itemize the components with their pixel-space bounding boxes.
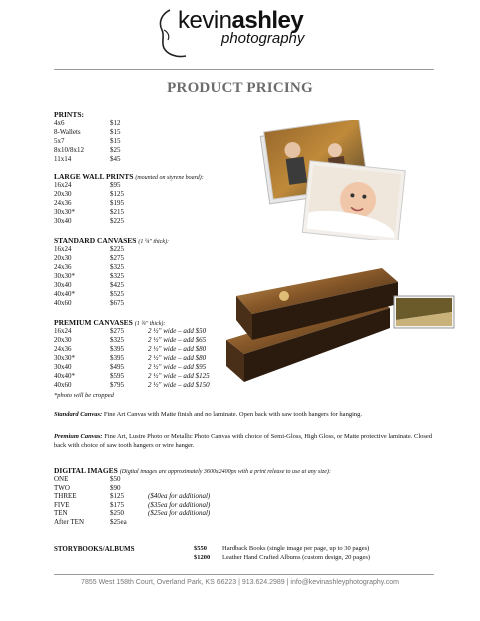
storybook-price: $550 bbox=[194, 545, 207, 552]
price-cell: $525 bbox=[110, 290, 124, 298]
premium-canvases-heading: PREMIUM CANVASES (1 ¾" thick): bbox=[54, 318, 166, 327]
price-cell: $495 bbox=[110, 363, 124, 371]
storybook-row bbox=[194, 545, 369, 552]
price-cell: $595 bbox=[110, 372, 124, 380]
price-cell: $125 bbox=[110, 492, 124, 501]
size-cell: 30x30* bbox=[54, 354, 75, 362]
price-cell: $215 bbox=[110, 208, 124, 216]
addon-cell: ($40ea for additional) bbox=[148, 492, 211, 501]
price-cell: $225 bbox=[110, 217, 124, 225]
price-cell: $425 bbox=[110, 281, 124, 289]
standard-canvases-note: (1 ¼" thick): bbox=[138, 239, 170, 245]
price-cell: $275 bbox=[110, 254, 124, 262]
logo-photography-text: photography bbox=[221, 30, 305, 47]
standard-canvas-description bbox=[54, 410, 438, 419]
standard-canvas-label: Standard Canvas: bbox=[54, 411, 103, 418]
price-cell: $95 bbox=[110, 181, 121, 189]
price-cell: $675 bbox=[110, 299, 124, 307]
addon-cell: 2 ½" wide – add $95 bbox=[148, 363, 207, 371]
addon-cell: 2 ½" wide – add $50 bbox=[148, 327, 207, 335]
logo-kevin-text: kevin bbox=[178, 7, 232, 34]
size-cell: 20x30 bbox=[54, 190, 72, 198]
addon-cell: 2 ½" wide – add $125 bbox=[148, 372, 210, 380]
price-cell: $325 bbox=[110, 336, 124, 344]
storybook-desc: Hardback Books (single image per page, up to 30 pages) bbox=[222, 545, 370, 552]
price-cell: $15 bbox=[110, 128, 121, 136]
size-cell: 11x14 bbox=[54, 155, 72, 163]
premium-canvas-text: Fine Art, Lustre Photo or Metallic Photo Canvas with choice of Semi-Gloss, High Gloss, or Matte protective laminate. Closed back with choice of saw tooth hangers or wire hanger. bbox=[54, 433, 433, 449]
addon-cell: 2 ½" wide – add $150 bbox=[148, 381, 210, 389]
footer-rule bbox=[54, 574, 434, 575]
storybooks-heading: STORYBOOKS/ALBUMS bbox=[54, 545, 135, 553]
price-cell: $325 bbox=[110, 263, 124, 271]
size-cell: THREE bbox=[54, 492, 77, 501]
price-cell: $50 bbox=[110, 475, 121, 483]
price-cell: $795 bbox=[110, 381, 124, 389]
size-cell: 16x24 bbox=[54, 245, 72, 253]
size-cell: 16x24 bbox=[54, 181, 72, 189]
size-cell: 8x10/8x12 bbox=[54, 146, 84, 154]
price-cell: $325 bbox=[110, 272, 124, 280]
size-cell: After TEN bbox=[54, 518, 84, 526]
logo-ashley-text: ashley bbox=[231, 7, 304, 34]
price-cell: $275 bbox=[110, 327, 124, 335]
price-cell: $12 bbox=[110, 119, 121, 127]
size-cell: 40x60 bbox=[54, 381, 72, 389]
standard-canvases-heading: STANDARD CANVASES (1 ¼" thick): bbox=[54, 236, 170, 245]
price-cell: $25 bbox=[110, 146, 121, 154]
digital-images-heading: DIGITAL IMAGES (Digital images are approximately 3600x2400px with a print release to use at any size): bbox=[54, 466, 331, 475]
size-cell: ONE bbox=[54, 475, 69, 483]
size-cell: 20x30 bbox=[54, 336, 72, 344]
large-wall-heading: LARGE WALL PRINTS (mounted on styrene board): bbox=[54, 172, 204, 181]
sample-prints-photo bbox=[258, 120, 408, 240]
size-cell: 30x30* bbox=[54, 208, 75, 216]
price-cell: $125 bbox=[110, 190, 124, 198]
addon-cell: 2 ½" wide – add $80 bbox=[148, 354, 207, 362]
size-cell: 20x30 bbox=[54, 254, 72, 262]
size-cell: 40x40* bbox=[54, 372, 75, 380]
storybook-row bbox=[194, 554, 370, 561]
size-cell: 30x40 bbox=[54, 363, 72, 371]
header-rule bbox=[54, 69, 434, 70]
standard-canvas-text: Fine Art Canvas with Matte finish and no laminate. Open back with saw tooth hangers for hanging. bbox=[102, 411, 363, 418]
price-cell: $90 bbox=[110, 483, 121, 492]
size-cell: FIVE bbox=[54, 500, 70, 509]
size-cell: 30x40 bbox=[54, 281, 72, 289]
sample-canvas-photo bbox=[222, 262, 462, 390]
large-wall-note: (mounted on styrene board): bbox=[135, 175, 204, 181]
size-cell: 40x60 bbox=[54, 299, 72, 307]
size-cell: 24x36 bbox=[54, 263, 72, 271]
size-cell: TEN bbox=[54, 509, 68, 518]
size-cell: 40x40* bbox=[54, 290, 75, 298]
price-cell: $195 bbox=[110, 199, 124, 207]
footer-contact: 7855 West 158th Court, Overland Park, KS 66223 | 913.624.2989 | info@kevinashleyphotography.com bbox=[81, 579, 399, 586]
size-cell: 24x36 bbox=[54, 345, 72, 353]
premium-canvas-label: Premium Canvas: bbox=[54, 433, 103, 440]
storybook-price: $1200 bbox=[194, 554, 211, 561]
price-cell: $15 bbox=[110, 137, 121, 145]
size-cell: 8-Wallets bbox=[54, 128, 81, 136]
premium-canvases-note: (1 ¾" thick): bbox=[134, 321, 166, 327]
crop-note: *photo will be cropped bbox=[54, 392, 114, 399]
size-cell: 30x40 bbox=[54, 217, 72, 225]
price-cell: $25ea bbox=[110, 518, 127, 526]
page-title: PRODUCT PRICING bbox=[167, 80, 313, 96]
digital-images-note: (Digital images are approximately 3600x2400px with a print release to use at any size): bbox=[119, 469, 331, 475]
size-cell: 16x24 bbox=[54, 327, 72, 335]
size-cell: 4x6 bbox=[54, 119, 65, 127]
addon-cell: 2 ½" wide – add $65 bbox=[148, 336, 207, 344]
storybook-desc: Leather Hand Crafted Albums (custom design, 20 pages) bbox=[222, 554, 371, 561]
addon-cell: ($25ea for additional) bbox=[148, 509, 211, 518]
price-cell: $45 bbox=[110, 155, 121, 163]
size-cell: 5x7 bbox=[54, 137, 65, 145]
addon-cell: 2 ½" wide – add $80 bbox=[148, 345, 207, 353]
price-cell: $175 bbox=[110, 500, 124, 509]
prints-heading: PRINTS: bbox=[54, 110, 85, 119]
premium-canvas-description bbox=[54, 432, 438, 450]
addon-cell: ($35ea for additional) bbox=[148, 500, 211, 509]
size-cell: 30x30* bbox=[54, 272, 75, 280]
size-cell: 24x36 bbox=[54, 199, 72, 207]
price-cell: $395 bbox=[110, 345, 124, 353]
price-cell: $225 bbox=[110, 245, 124, 253]
price-cell: $250 bbox=[110, 509, 124, 518]
size-cell: TWO bbox=[54, 483, 70, 492]
price-cell: $395 bbox=[110, 354, 124, 362]
